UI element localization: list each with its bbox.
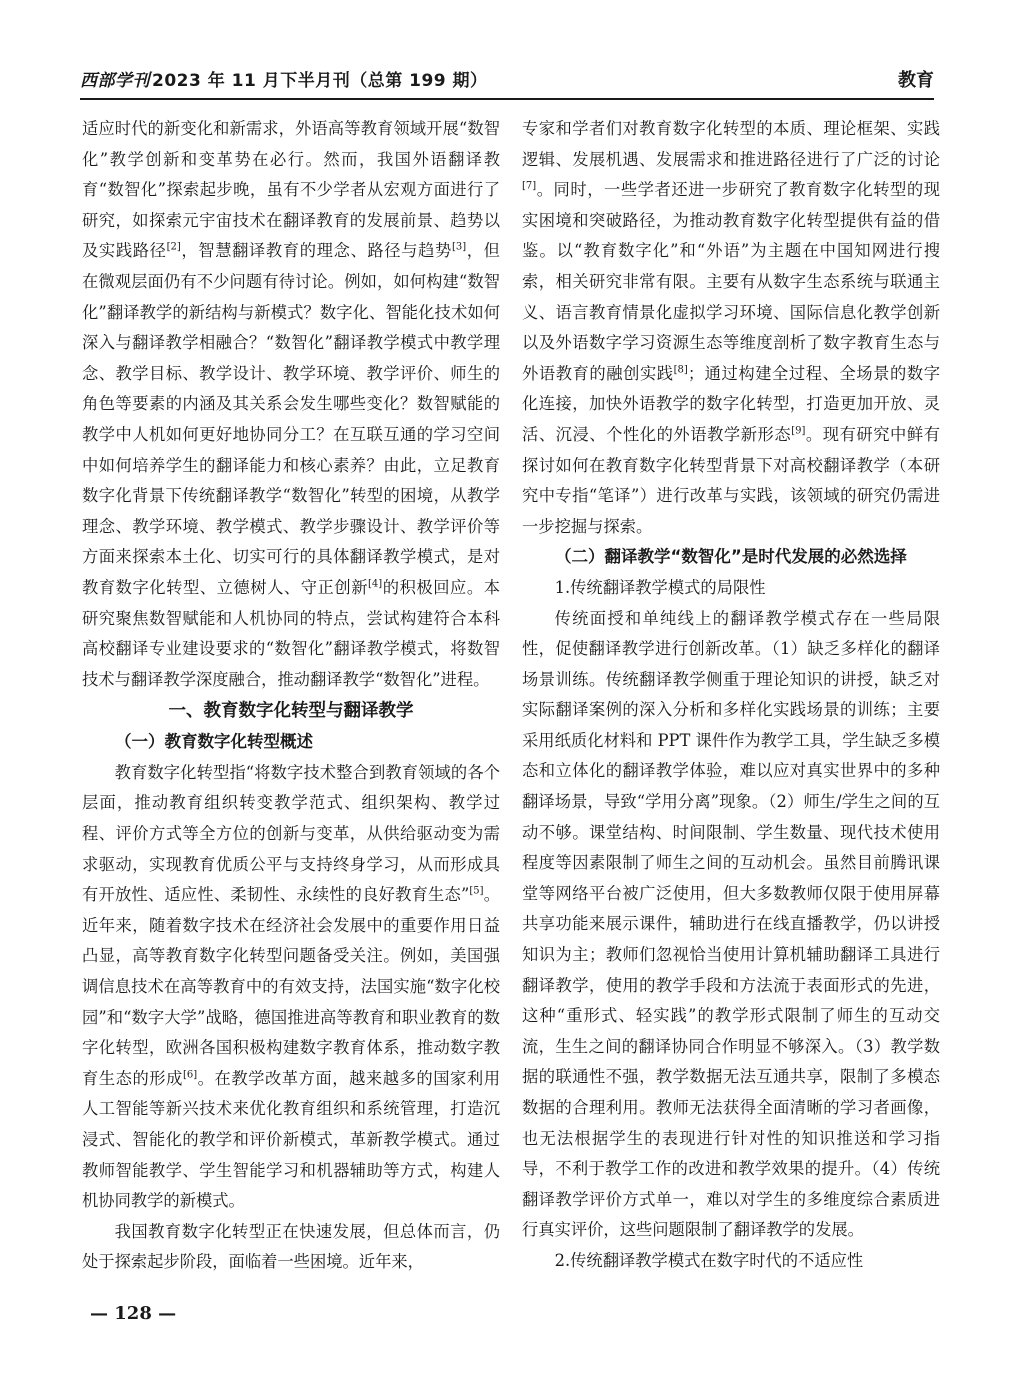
paragraph-china-status: 我国教育数字化转型正在快速发展，但总体而言，仍处于探索起步阶段，面临着一些困境。近年来， (82, 1221, 500, 1272)
journal-issue (80, 66, 488, 91)
subsection-heading-1-2: （二）翻译教学“数智化”是时代发展的必然选择 (555, 547, 907, 567)
citation-ref: [6] (182, 1069, 198, 1081)
subsection-heading-1-1: （一）教育数字化转型概述 (115, 732, 313, 752)
section-heading-1: 一、教育数字化转型与翻译教学 (168, 701, 414, 722)
issue-label: 2023 年 11 月下半月刊（总第 199 期） (152, 71, 488, 91)
citation-ref: [9] (791, 425, 806, 437)
sub-heading-maladaptation: 2.传统翻译教学模式在数字时代的不适应性 (554, 1250, 864, 1270)
sub-heading-limitations: 1.传统翻译教学模式的局限性 (554, 577, 766, 597)
paragraph-intro: 适应时代的新变化和新需求，外语高等教育领域开展“数智化”教学创新和变革势在必行。然而，我国外语翻译教育“数智化”探索起步晚，虽有不少学者从宏观方面进行了研究，如探索元宇宙技术在翻译教育的发展前景、趋势以及实践路径[2]，智慧翻译教育的理念、路径与趋势[3]，但在微观层面仍有不少问题有待讨论。例如，如何构建“数智化”翻译教学的新结构与新模式？数字化、智能化技术如何深入与翻译教学相融合？“数智化”翻译教学模式中教学理念、教学目标、教学设计、教学环境、教学评价、师生的角色等要素的内涵及其关系会发生哪些变化？数智赋能的教学中人机如何更好地协同分工？在互联互通的学习空间中如何培养学生的翻译能力和核心素养？由此，立足教育数字化背景下传统翻译教学“数智化”转型的困境，从教学理念、教学环境、教学模式、教学步骤设计、教学评价等方面来探索本土化、切实可行的具体翻译教学模式，是对教育数字化转型、立德树人、守正创新[4]的积极回应。本研究聚焦数智赋能和人机协同的特点，尝试构建符合本科高校翻译专业建设要求的“数智化”翻译教学模式，将数智技术与翻译教学深度融合，推动翻译教学“数智化”进程。 (82, 119, 500, 689)
journal-logo: 西部学刊 (80, 71, 150, 91)
citation-ref: [2] (166, 241, 181, 253)
paragraph-definition: 教育数字化转型指“将数字技术整合到教育领域的各个层面，推动教育组织转变教学范式、组织架构、教学过程、评价方式等全方位的创新与变革，从供给驱动变为需求驱动，实现教育优质公平与支持终身学习，从而形成具有开放性、适应性、柔韧性、永续性的良好教育生态”[5]。近年来，随着数字技术在经济社会发展中的重要作用日益凸显，高等教育数字化转型问题备受关注。例如，美国强调信息技术在高等教育中的有效支持，法国实施“数字化校园”和“数字大学”战略，德国推进高等教育和职业教育的数字化转型，欧洲各国积极构建数字教育体系，推动数字教育生态的形成[6]。在教学改革方面，越来越多的国家利用人工智能等新兴技术来优化教育组织和系统管理，打造沉浸式、智能化的教学和评价新模式，革新教学模式。通过教师智能教学、学生智能学习和机器辅助等方式，构建人机协同教学的新模式。 (82, 762, 500, 1211)
citation-ref: [4] (368, 578, 383, 590)
section-label: 教育 (898, 70, 934, 91)
right-column (522, 114, 940, 1277)
page-number: — 128 — (90, 1303, 177, 1324)
paragraph-limitations: 传统面授和单纯线上的翻译教学模式存在一些局限性，促使翻译教学进行创新改革。（1）缺乏多样化的翻译场景训练。传统翻译教学侧重于理论知识的讲授，缺乏对实际翻译案例的深入分析和多样化实践场景的训练；主要采用纸质化材料和 PPT 课件作为教学工具，学生缺乏多模态和立体化的翻译教学体验，难以应对真实世界中的多种翻译场景，导致“学用分离”现象。（2）师生/学生之间的互动不够。课堂结构、时间限制、学生数量、现代技术使用程度等因素限制了师生之间的互动机会。虽然目前腾讯课堂等网络平台被广泛使用，但大多数教师仅限于使用屏幕共享功能来展示课件，辅助进行在线直播教学，仍以讲授知识为主；教师们忽视恰当使用计算机辅助翻译工具进行翻译教学，使用的教学手段和方法流于表面形式的先进，这种“重形式、轻实践”的教学形式限制了师生的互动交流，生生之间的翻译协同合作明显不够深入。（3）教学数据的联通性不强，教学数据无法互通共享，限制了多模态数据的合理利用。教师无法获得全面清晰的学习者画像，也无法根据学生的表现进行针对性的知识推送和学习指导，不利于教学工作的改进和教学效果的提升。（4）传统翻译教学评价方式单一，难以对学生的多维度综合素质进行真实评价，这些问题限制了翻译教学的发展。 (522, 608, 940, 1240)
left-column (82, 114, 500, 1278)
citation-ref: [8] (673, 364, 688, 376)
citation-ref: [3] (451, 241, 467, 253)
citation-ref: [7] (522, 180, 537, 192)
paragraph-continued: 专家和学者们对教育数字化转型的本质、理论框架、实践逻辑、发展机遇、发展需求和推进路径进行了广泛的讨论[7]。同时，一些学者还进一步研究了教育数字化转型的现实困境和突破路径，为推动教育数字化转型提供有益的借鉴。以“教育数字化”和“外语”为主题在中国知网进行搜索，相关研究非常有限。主要有从数字生态系统与联通主义、语言教育情景化虚拟学习环境、国际信息化教学创新以及外语数字学习资源生态等维度剖析了数字教育生态与外语教育的融创实践[8]；通过构建全过程、全场景的数字化连接，加快外语教学的数字化转型，打造更加开放、灵活、沉浸、个性化的外语教学新形态[9]。现有研究中鲜有探讨如何在教育数字化转型背景下对高校翻译教学（本研究中专指“笔译”）进行改革与实践，该领域的研究仍需进一步挖掘与探索。 (522, 119, 940, 536)
page-header (80, 62, 934, 100)
citation-ref: [5] (469, 885, 484, 897)
